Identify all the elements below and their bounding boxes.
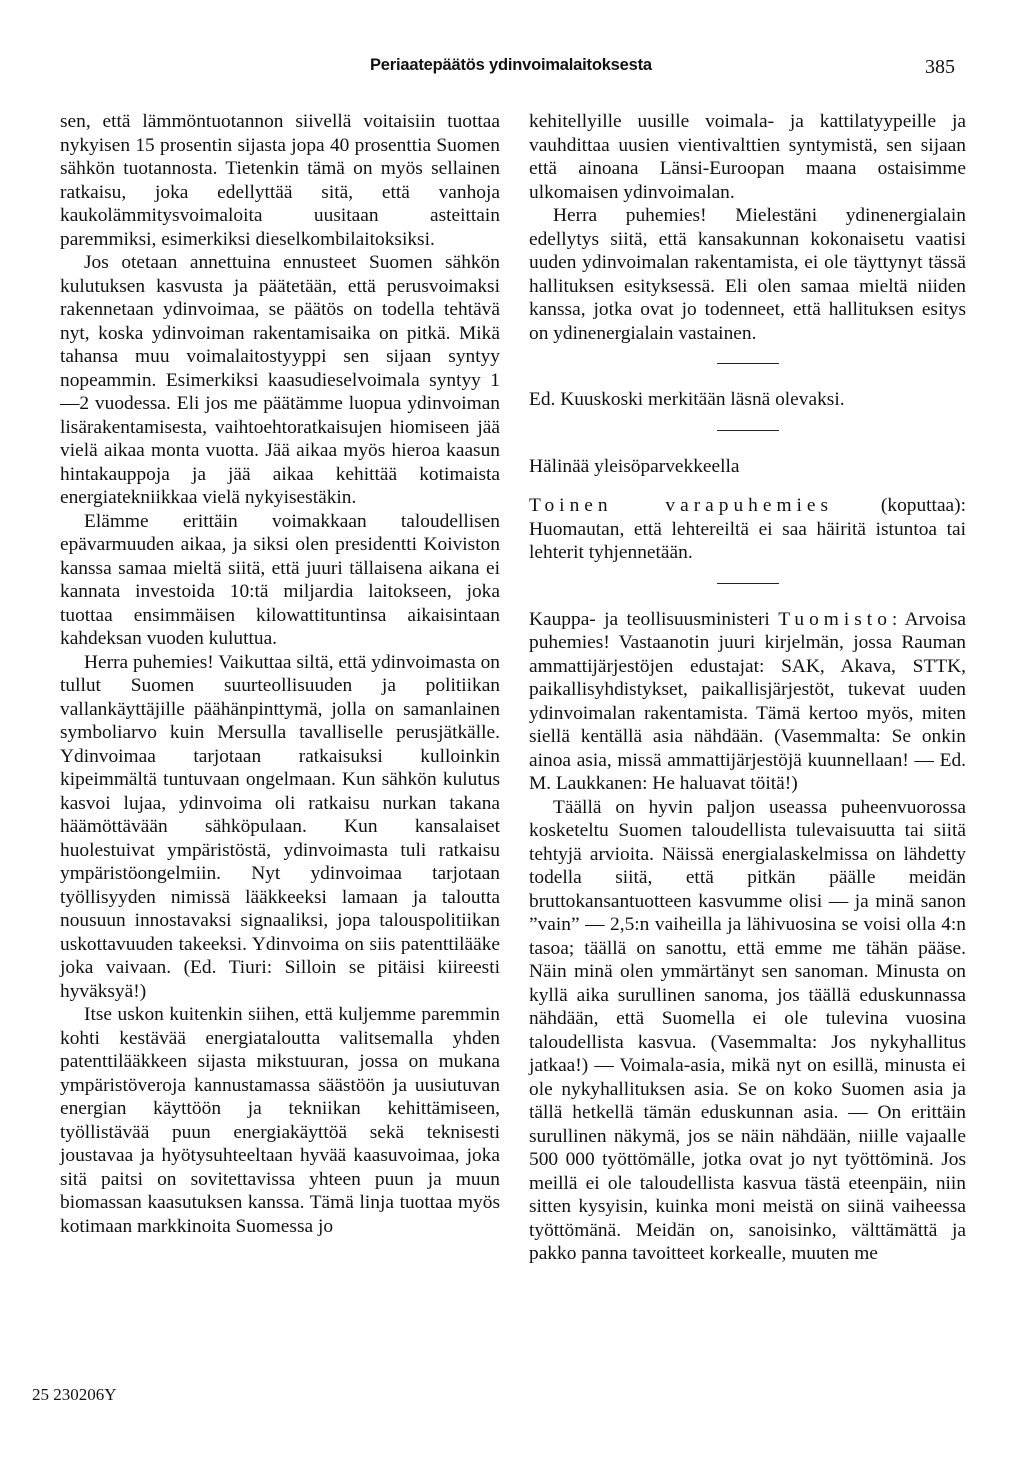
right-column — [529, 110, 966, 1266]
page-header — [0, 50, 1024, 90]
speaker-statement — [529, 494, 966, 565]
paragraph: Täällä on hyvin paljon useassa puheenvuorossa kosketeltu Suomen taloudellista tulevaisuutta tai siitä tehtyjä arvioita. Näissä energialaskelmissa on lähdetty todella siitä, että pitkän päälle meidän bruttokansantuotteen kasvumme olisi — ja minä sanon ”vain” — 2,5:n vaiheilla ja lähivuosina se voisi olla 4:n tasoa; täällä on sanottu, että emme me tähän pääse. Näin minä olen ymmärtänyt sen sanoman. Minusta on kyllä aika surullinen sanoma, jos täällä eduskunnassa nähdään, että Suomella ei ole tulevina vuosina taloudellista kasvua. (Vasemmalta: Jos nykyhallitus jatkaa!) — Voimala-asia, mikä nyt on esillä, minusta ei ole nykyhallituksen asia. Se on koko Suomen asia ja tällä hetkellä tämän eduskunnan asia. — On erittäin surullinen näkymä, jos se näin nähdään, niille vajaalle 500 000 työttömälle, jotka ovat jo nyt työttöminä. Jos meillä ei ole taloudellista kasvua tästä eteenpäin, niin sitten kysyisin, kuinka moni meistä on siinä vaiheessa työttömänä. Meidän on, sanoisinko, välttämättä ja pakko panna tavoitteet korkealle, muuten me — [529, 796, 966, 1264]
minister-title: Kauppa- ja teollisuusministeri — [529, 608, 779, 630]
paragraph: Herra puhemies! Vaikuttaa siltä, että ydinvoimasta on tullut Suomen suurteollisuuden ja politiikan vallankäyttäjille päähänpinttymä, jolla on samanlainen symboliarvo kuin Mersulla tavalliselle perusjätkälle. Ydinvoimaa tarjotaan ratkaisuksi kulloinkin kipeimmältä tuntuvaan ongelmaan. Kun sähkön kulutus kasvoi lujaa, ydinvoima oli ratkaisu nurkan takana häämöttävään sähköpulaan. Kun kansalaiset huolestuivat ympäristöstä, ydinvoimasta tuli ratkaisu ympäristöongelmiin. Nyt ydinvoimaa tarjotaan työllisyyden nimissä lääkkeeksi lamaan ja taloutta nousuun innostavaksi signaaliksi, jopa talouspolitiikan uskottavuuden takeeksi. Ydinvoima on siis patenttilääke joka vaivaan. (Ed. Tiuri: Silloin se pitäisi kiireesti hyväksyä!) — [60, 651, 500, 1002]
footer-code: 25 230206Y — [32, 1385, 117, 1404]
gallery-note: Hälinää yleisöparvekkeella — [529, 455, 740, 477]
minister-name: Tuomisto — [778, 608, 892, 630]
speaker-text: (koputtaa): Huomautan, että lehtereiltä ei saa häiritä istuntoa tai lehterit tyhjennetään. — [529, 495, 966, 563]
present-note: Ed. Kuuskoski merkitään läsnä olevaksi. — [529, 389, 845, 410]
paragraph: Jos otetaan annettuina ennusteet Suomen sähkön kulutuksen kasvusta ja päätetään, että perusvoimaksi rakennetaan ydinvoimaa, se päätös on todella tehtävä nyt, koska ydinvoiman rakentamisaika on pitkä. Mikä tahansa muu voimalaitostyyppi sen sijaan syntyy nopeammin. Esimerkiksi kaasudieselvoimala syntyy 1—2 vuodessa. Eli jos me päätämme luopua ydinvoiman lisärakentamisesta, vaihtoehtoratkaisujen hiomiseen jää vielä aikaa monta vuotta. Jää aikaa myös hieroa kaasun hintakauppoja ja jää aikaa kehittää kotimaista energiatekniikkaa vielä nykyisestäkin. — [60, 252, 500, 508]
section-divider — [717, 363, 779, 364]
minister-speech: Arvoisa puhemies! Vastaanotin juuri kirjelmän, jossa Rauman ammattijärjestöjen edustajat: SAK, Akava, STTK, paikallisyhdistykset, paikallisjärjestöt, tukevat uuden ydinvoimalan rakentamista. Tämä kertoo myös, miten siellä kentällä asia nähdään. (Vasemmalta: Se onkin ainoa asia, missä ammattijärjestöjä kuunnellaan! — Ed. M. Laukkanen: He haluavat töitä!) — [529, 608, 967, 794]
speaker-name: Toinen varapuhemies — [529, 495, 834, 516]
paragraph: sen, että lämmöntuotannon siivellä voitaisiin tuottaa nykyisen 15 prosentin sijasta jopa 40 prosenttia Suomen sähkön tuotannosta. Tietenkin tämä on myös sellainen ratkaisu, joka edellyttää sitä, että vanhoja kaukolämmitysvoimaloita uusitaan asteittain paremmiksi, esimerkiksi dieselkombilaitoksiksi. — [60, 111, 500, 250]
spacer — [529, 478, 966, 494]
minister-statement — [529, 608, 966, 796]
minister-colon: : — [891, 608, 898, 630]
section-divider — [717, 583, 779, 584]
page-number: 385 — [925, 56, 955, 78]
paragraph: kehitellyille uusille voimala- ja kattilatyypeille ja vauhdittaa uusien vientivalttien syntymistä, sen sijaan että ainoana Länsi-Euroopan maana ostaisimme ulkomaisen ydinvoimalan. — [529, 111, 966, 203]
paragraph: Herra puhemies! Mielestäni ydinenergialain edellytys siitä, että kansakunnan kokonaisetu vaatisi uuden ydinvoimalan rakentamista, ei ole täyttynyt tässä hallituksen esityksessä. Eli olen samaa mieltä niiden kanssa, jotka ovat jo todenneet, että hallituksen esitys on ydinenergialain vastainen. — [529, 205, 966, 344]
left-column — [60, 110, 500, 1238]
running-title: Periaatepäätös ydinvoimalaitoksesta — [370, 56, 652, 74]
paragraph: Elämme erittäin voimakkaan taloudellisen epävarmuuden aikaa, ja siksi olen presidentti Koiviston kanssa samaa mieltä siitä, että juuri tällaisena aikana ei kannata investoida 10:tä miljardia laitokseen, joka tuottaa ensimmäisen kilowattituntinsa aikaisintaan kahdeksan vuoden kuluttua. — [60, 510, 500, 649]
paragraph: Itse uskon kuitenkin siihen, että kuljemme paremmin kohti kestävää energiataloutta valitsemalla yhden patenttilääkkeen sijasta mikstuuran, jossa on mukana ympäristöveroja kannustamassa säästöön ja uusiutuvan energian käyttöön ja tekniikan kehittämiseen, työllistävää puun energiakäyttöä sekä teknisesti joustavaa ja hyötysuhteeltaan hyvää kaasuvoimaa, joka sitä paitsi on sovitettavissa yhteen puun ja muun biomassan kaasutuksen kanssa. Tämä linja tuottaa myös kotimaan markkinoita Suomessa jo — [60, 1004, 500, 1237]
section-divider — [717, 430, 779, 431]
